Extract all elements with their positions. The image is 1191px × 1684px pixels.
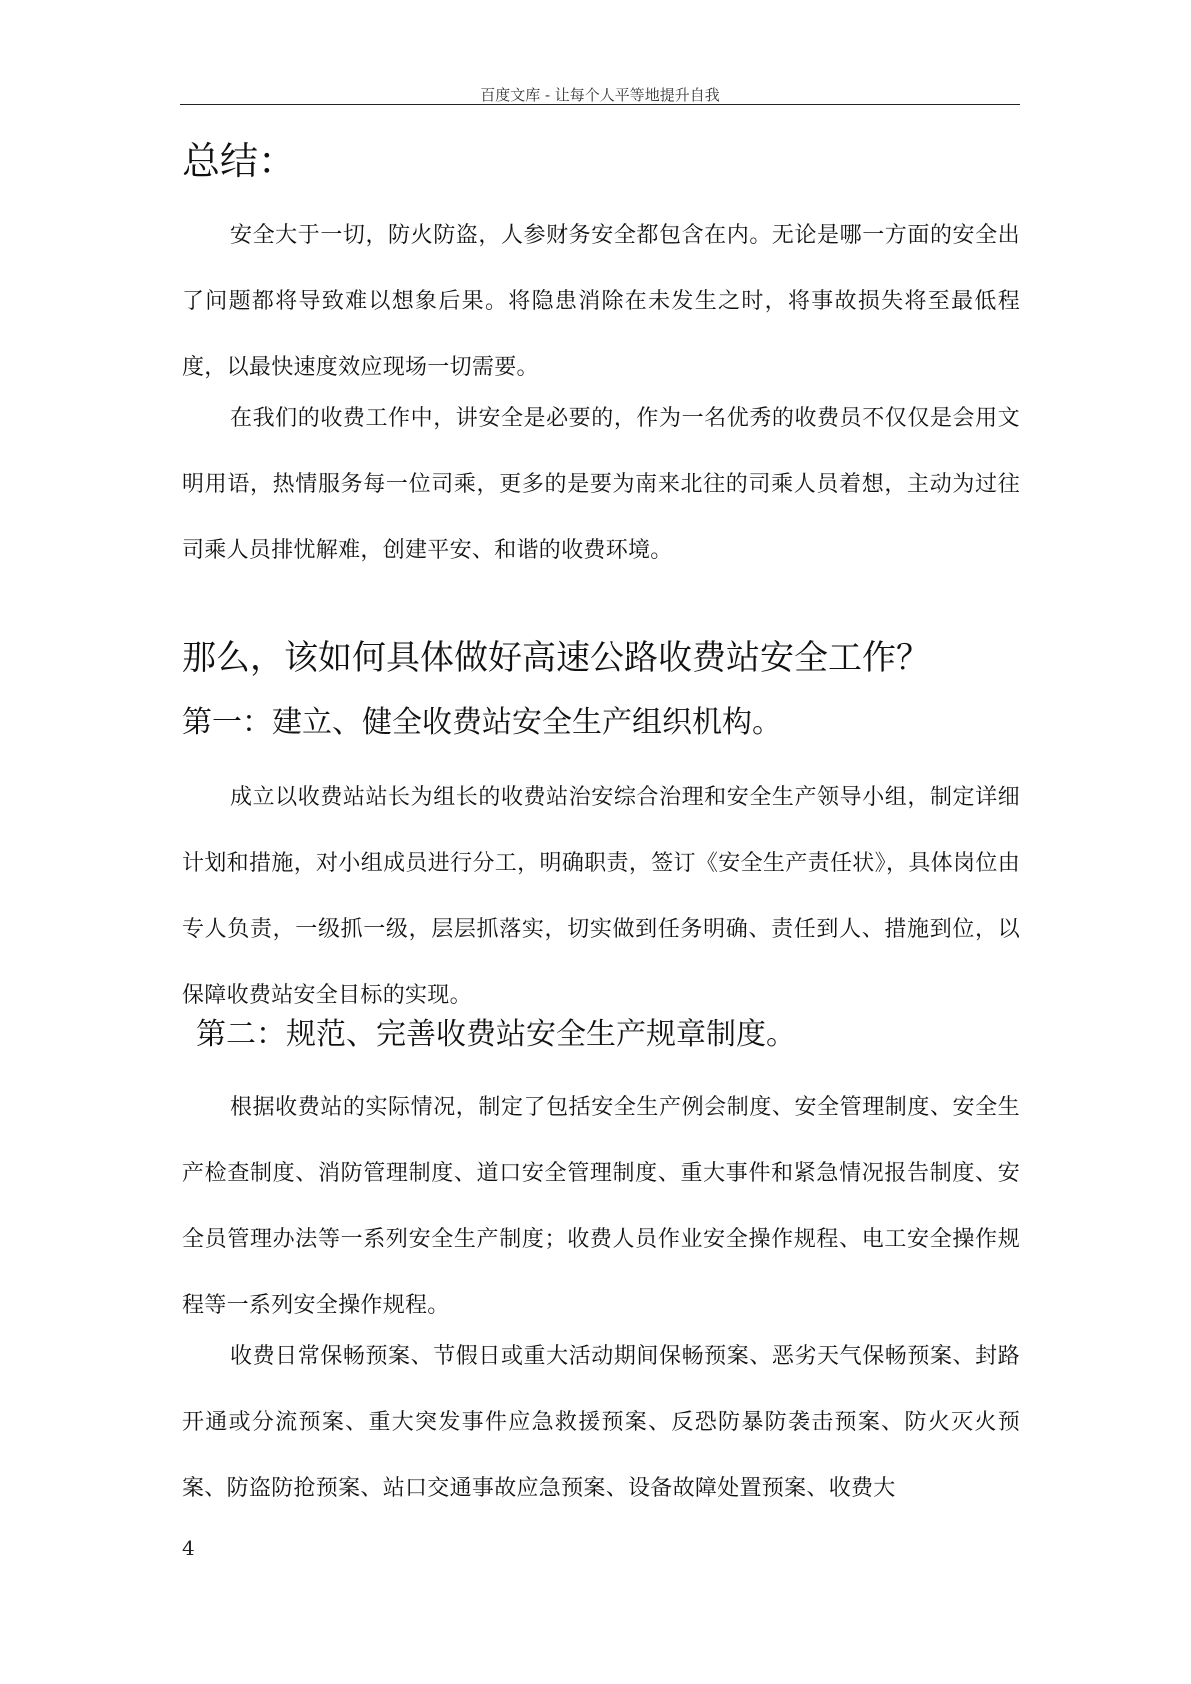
summary-paragraph-1: 安全大于一切，防火防盗，人参财务安全都包含在内。无论是哪一方面的安全出了问题都将导致难以想象后果。将隐患消除在未发生之时，将事故损失将至最低程度，以最快速度效应现场一切需要。 — [182, 223, 1020, 380]
section-one-paragraph: 成立以收费站站长为组长的收费站治安综合治理和安全生产领导小组，制定详细计划和措施，对小组成员进行分工，明确职责，签订《安全生产责任状》，具体岗位由专人负责，一级抓一级，层层抓落实，切实做到任务明确、责任到人、措施到位，以保障收费站安全目标的实现。 — [182, 785, 1020, 1008]
section-two-heading: 第二：规范、完善收费站安全生产规章制度。 — [196, 1017, 796, 1052]
header-divider — [180, 104, 1020, 105]
question-heading: 那么，该如何具体做好高速公路收费站安全工作？ — [182, 638, 930, 678]
page-header: 百度文库 - 让每个人平等地提升自我 — [480, 86, 720, 104]
summary-heading: 总结： — [182, 139, 297, 183]
page-number: 4 — [182, 1536, 195, 1560]
summary-paragraph-2: 在我们的收费工作中，讲安全是必要的，作为一名优秀的收费员不仅仅是会用文明用语，热情服务每一位司乘，更多的是要为南来北往的司乘人员着想，主动为过往司乘人员排忧解难，创建平安、和谐的收费环境。 — [182, 406, 1020, 563]
section-two-paragraph-2: 收费日常保畅预案、节假日或重大活动期间保畅预案、恶劣天气保畅预案、封路开通或分流预案、重大突发事件应急救援预案、反恐防暴防袭击预案、防火灭火预案、防盗防抢预案、站口交通事故应急预案、设备故障处置预案、收费大 — [182, 1344, 1020, 1501]
section-two-paragraph-1: 根据收费站的实际情况，制定了包括安全生产例会制度、安全管理制度、安全生产检查制度、消防管理制度、道口安全管理制度、重大事件和紧急情况报告制度、安全员管理办法等一系列安全生产制度；收费人员作业安全操作规程、电工安全操作规程等一系列安全操作规程。 — [182, 1095, 1020, 1318]
section-one-heading: 第一：建立、健全收费站安全生产组织机构。 — [182, 705, 782, 740]
